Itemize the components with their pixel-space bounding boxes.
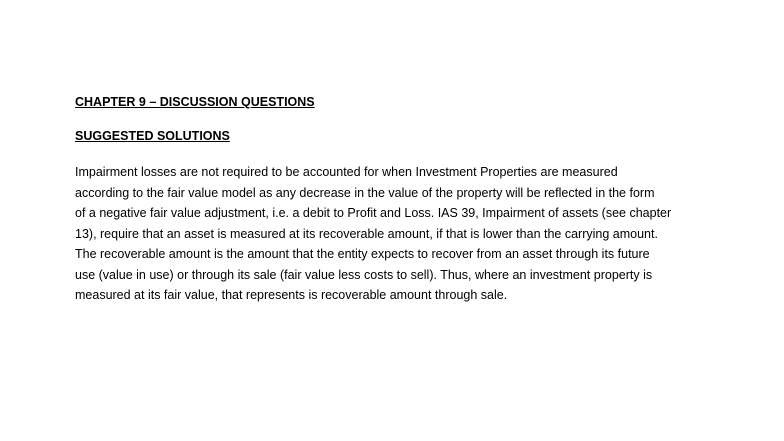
section-heading: SUGGESTED SOLUTIONS bbox=[75, 129, 230, 143]
paragraph-line: according to the fair value model as any decrease in the value of the property will be reflected in the form bbox=[75, 185, 655, 200]
solution-paragraph bbox=[75, 162, 715, 306]
paragraph-line: use (value in use) or through its sale (fair value less costs to sell). Thus, where an investment property is bbox=[75, 267, 653, 282]
paragraph-line: of a negative fair value adjustment, i.e. a debit to Profit and Loss. IAS 39, Impairment of assets (see chapter bbox=[75, 206, 672, 220]
chapter-heading: CHAPTER 9 – DISCUSSION QUESTIONS bbox=[75, 95, 315, 109]
paragraph-line: 13), require that an asset is measured at its recoverable amount, if that is lower than the carrying amount. bbox=[75, 226, 658, 241]
paragraph-line: Impairment losses are not required to be accounted for when Investment Properties are measured bbox=[75, 165, 618, 179]
paragraph-line: The recoverable amount is the amount that the entity expects to recover from an asset through its future bbox=[75, 247, 650, 261]
paragraph-line: measured at its fair value, that represents is recoverable amount through sale. bbox=[75, 288, 508, 302]
